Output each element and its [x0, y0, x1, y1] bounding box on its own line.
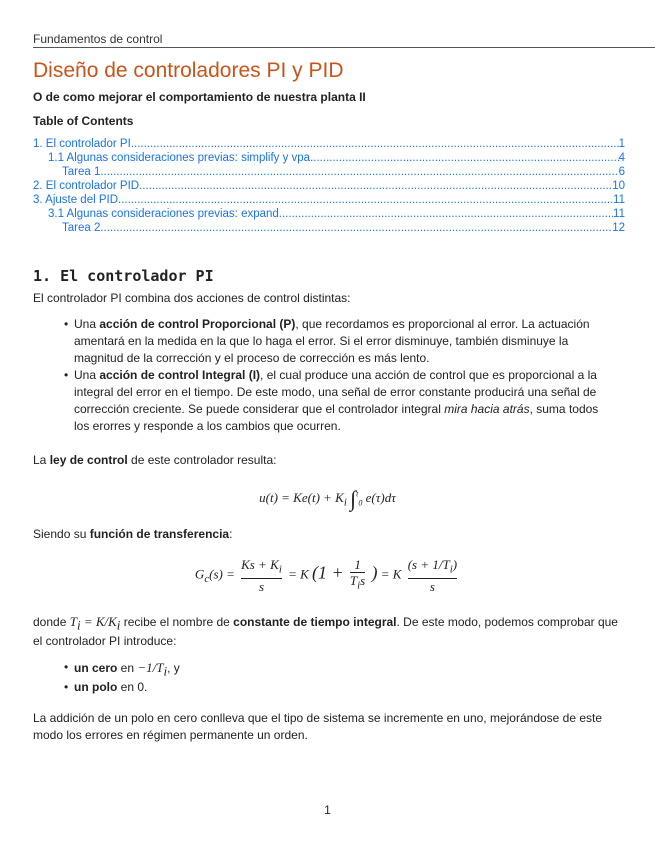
math: G [194, 566, 205, 582]
text: , el cual produce una acción de control que es proporcional a la integral del error en el tiempo. De este modo, una señal de error constante producirá una señal de corrección creciente. Se puede considerar que el controlador integral [74, 368, 597, 416]
control-law-paragraph [33, 452, 623, 469]
math: i [116, 617, 121, 633]
list-item [64, 316, 614, 367]
running-header: Fundamentos de control [33, 32, 655, 48]
toc-label: 3. Ajuste del PID [33, 194, 119, 206]
text: Una [74, 317, 100, 331]
math: (1 + [312, 562, 344, 583]
time-constant-paragraph [33, 613, 623, 650]
list-item [64, 679, 614, 696]
emphasis: mira hacia atrás [444, 402, 530, 416]
toc-link[interactable] [33, 179, 625, 193]
toc-link[interactable] [33, 221, 625, 235]
text: , y [167, 661, 180, 675]
math: s [360, 573, 366, 588]
text: donde [33, 615, 70, 629]
table-of-contents [33, 137, 625, 235]
term: un polo [74, 680, 118, 695]
text: en [117, 661, 138, 675]
toc-page: 12 [612, 222, 625, 234]
control-actions-list [64, 316, 614, 435]
toc-page: 1 [618, 138, 625, 150]
math: i [343, 496, 347, 509]
toc-link[interactable] [33, 165, 625, 179]
text: La [33, 453, 50, 467]
closing-paragraph: La addición de un polo en cero conlleva que el tipo de sistema se incremente en uno, mejorándose de este modo los errores en régimen permanente un orden. [33, 711, 603, 742]
toc-label: 1. El controlador PI [33, 138, 131, 150]
toc-link[interactable] [33, 193, 625, 207]
term: constante de tiempo integral [233, 615, 397, 629]
math: e(τ)dτ [365, 489, 396, 505]
math: t [356, 489, 359, 499]
math: c [204, 572, 210, 585]
list-item [64, 659, 614, 679]
denominator: s [258, 578, 264, 594]
toc-page: 11 [613, 208, 625, 220]
math: (s + 1/T [407, 557, 450, 572]
math: = K/K [80, 614, 117, 629]
transfer-function-equation [0, 557, 655, 594]
fraction [408, 557, 457, 594]
math: (s) = [209, 566, 235, 582]
toc-label: 2. El controlador PID [33, 180, 140, 192]
math: = K [288, 566, 309, 582]
toc-page: 6 [618, 166, 625, 178]
math: u(t) = Ke(t) + K [259, 489, 344, 505]
text: en 0. [117, 680, 148, 695]
term: función de transferencia [89, 527, 230, 541]
math: i [278, 563, 282, 576]
term: un cero [74, 661, 118, 675]
text: de este controlador resulta: [127, 453, 277, 467]
text: , que recordamos es proporcional al error. La actuación amentará en la medida en la que lo haga el error. Si el error disminuye, también disminuye la magnitud de la corrección y el proceso de corrección es más lento. [74, 317, 590, 365]
page-title: Diseño de controladores PI y PID [33, 59, 344, 82]
toc-page: 10 [612, 180, 625, 192]
intro-paragraph: El controlador PI combina dos acciones de control distintas: [33, 291, 351, 305]
text: Una [74, 368, 100, 382]
math: T [69, 614, 77, 629]
toc-label: 3.1 Algunas consideraciones previas: expand [48, 208, 279, 220]
toc-label: Tarea 1 [62, 166, 101, 178]
math: −1/T [137, 660, 164, 675]
math: i [76, 617, 81, 633]
math: T [349, 573, 358, 588]
subtitle: O de como mejorar el comportamiento de nuestra planta II [33, 90, 366, 104]
denominator [350, 573, 365, 594]
toc-link[interactable] [33, 207, 625, 221]
integral-sign: ∫ [350, 486, 357, 511]
toc-label: 1.1 Algunas consideraciones previas: simplify y vpa [48, 152, 311, 164]
term: acción de control Integral (I) [99, 368, 261, 382]
section-heading: 1. El controlador PI [33, 267, 214, 285]
text: , suma todos los erorres y responde a los cambios que ocurren. [74, 402, 599, 433]
fraction [241, 557, 282, 594]
text: Siendo su [33, 527, 90, 541]
math: i [163, 663, 168, 679]
text: recibe el nombre de [120, 615, 234, 629]
page-number: 1 [324, 803, 331, 817]
numerator [408, 557, 457, 579]
math: = K [380, 566, 402, 582]
math: i [357, 579, 361, 592]
toc-page: 11 [613, 194, 625, 206]
numerator: 1 [350, 557, 365, 573]
control-law-equation [0, 486, 655, 512]
math: ) [452, 557, 458, 572]
fraction [350, 557, 365, 594]
numerator [241, 557, 282, 579]
transfer-function-paragraph [33, 526, 623, 543]
math: 0 [358, 498, 363, 508]
math: ) [371, 562, 378, 583]
list-item [64, 367, 614, 435]
toc-link[interactable] [33, 137, 625, 151]
term: acción de control Proporcional (P) [99, 317, 296, 331]
text: : [229, 527, 233, 541]
math: Ks + K [241, 557, 279, 572]
text: . De este modo, podemos comprobar que el controlador PI introduce: [33, 615, 618, 649]
toc-link[interactable] [33, 151, 625, 165]
math: i [449, 563, 453, 576]
term: ley de control [49, 453, 128, 467]
toc-heading: Table of Contents [33, 114, 134, 128]
denominator: s [429, 578, 435, 594]
toc-label: Tarea 2 [62, 222, 101, 234]
toc-page: 4 [618, 152, 625, 164]
zero-pole-list [64, 659, 614, 696]
